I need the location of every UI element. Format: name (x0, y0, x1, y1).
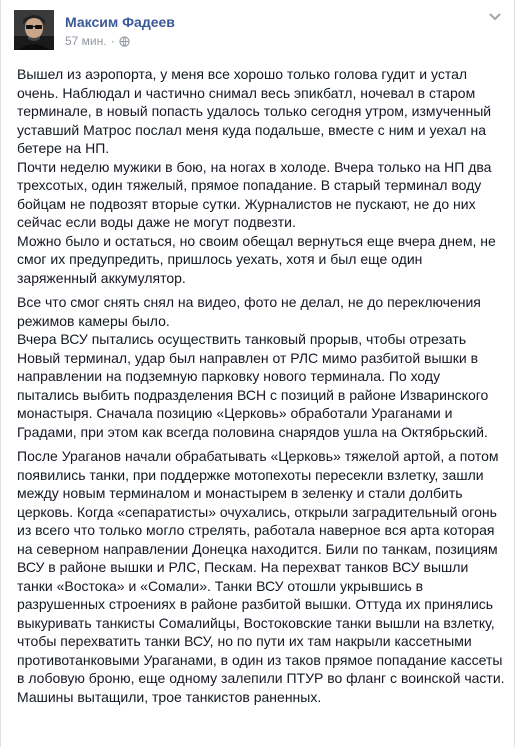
post-body (17, 65, 505, 712)
avatar[interactable] (14, 10, 54, 50)
post-meta (65, 34, 130, 48)
chevron-down-icon[interactable] (488, 12, 502, 22)
globe-icon[interactable] (119, 36, 130, 47)
meta-separator: · (110, 34, 115, 48)
post-paragraph-1: Вышел из аэропорта, у меня все хорошо только голова гудит и устал очень. Наблюдал и частично снимал весь эпикбатл, ночевал в старом терминале, в новый попасть удалось только сегодня утром, измученный уставший Матрос послал меня куда подальше, вместе с ним и уехал на бетере на НП. Почти неделю мужики в бою, на ногах в холоде. Вчера только на НП два трехсотых, один тяжелый, прямое попадание. В старый терминал воду бойцам не подвозят вторые сутки. Журналистов не пускают, не до них сейчас если воды даже не могут подвезти. Можно было и остаться, но своим обещал вернуться еще вчера днем, не смог их предупредить, пришлось уехать, хотя и был еще один заряженный аккумулятор. (17, 66, 496, 286)
post-header (14, 10, 502, 58)
post-paragraph-2: Все что смог снять снял на видео, фото не делал, не до переключения режимов камеры было. Вчера ВСУ пытались осуществить танковый прорыв, чтобы отрезать Новый терминал, удар был направлен от РЛС мимо разбитой вышки в направлении на подземную парковку нового терминала. По ходу пытались выбить подразделения ВСН с позиций в районе Изваринского монастыря. Сначала позицию «Церковь» обработали Ураганами и Градами, при этом как всегда половина снарядов ушла на Октябрьский. (17, 294, 489, 440)
avatar-photo (14, 10, 54, 50)
post-paragraph-3: После Ураганов начали обрабатывать «Церковь» тяжелой артой, а потом появились танки, при поддержке мотопехоты пересекли взлетку, зашли между новым терминалом и монастырем в зеленку и стали долбить церковь. Когда «сепаратисты» очухались, открыли заградительный огонь из всего что только могло стрелять, работала наверное вся арта которая на северном направлении Донецка находится. Били по танкам, позициям ВСУ в районе вышки и РЛС, Пескам. На перехват танков ВСУ вышли танки «Востока» и «Сомали». Танки ВСУ отошли укрывшись в разрушенных строениях в районе разбитой вышки. Оттуда их принялись выкуривать танкисты Сомалийцы, Востоковские танки вышли на взлетку, чтобы перехватить танки ВСУ, но по пути их там накрыли кассетными противотанковыми Ураганами, в один из таков прямое попадание кассеты в лобовую броню, еще одному залепили ПТУР во фланг с воинской части. Машины вытащили, трое танкистов раненных. (17, 448, 505, 705)
post-time[interactable]: 57 мин. (65, 34, 107, 48)
author-name[interactable]: Максим Фадеев (65, 14, 175, 30)
